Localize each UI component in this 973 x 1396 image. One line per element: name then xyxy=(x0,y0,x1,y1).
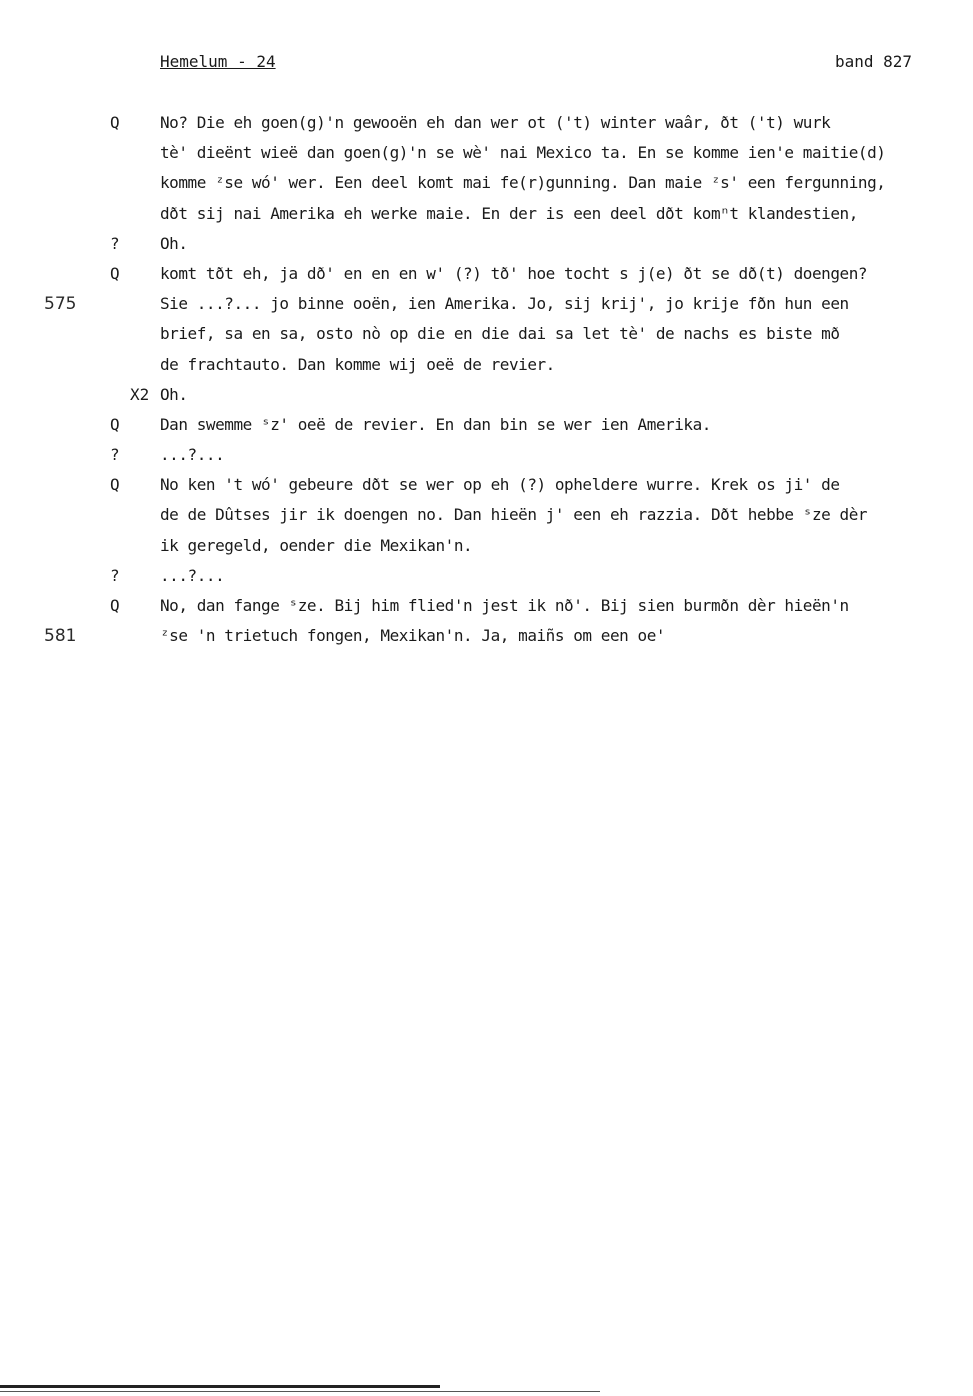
speaker-label: ? xyxy=(110,233,120,253)
line-text: No ken 't wó' gebeure dðt se wer op eh (?) opheldere wurre. Krek os ji' de xyxy=(160,475,840,495)
speaker-label: Q xyxy=(110,263,120,283)
speaker-label: Q xyxy=(110,113,120,132)
speaker-label: ? xyxy=(110,565,120,585)
transcript-line xyxy=(0,289,973,319)
transcript-line xyxy=(0,350,973,380)
transcript-line xyxy=(0,108,973,138)
line-text: Oh. xyxy=(160,233,188,253)
transcript-line xyxy=(0,531,973,561)
line-text: komme ᶻse wó' wer. Een deel komt mai fe(r)gunning. Dan maie ᶻs' een fergunning, xyxy=(160,173,886,193)
line-text: tè' dieënt wieë dan goen(g)'n se wè' nai Mexico ta. En se komme ien'e maitie(d) xyxy=(160,143,886,163)
line-text: dðt sij nai Amerika eh werke maie. En der is een deel dðt komⁿt klandestien, xyxy=(160,203,858,223)
line-text: Dan swemme ˢz' oeë de revier. En dan bin se wer ien Amerika. xyxy=(160,414,711,434)
line-text: No? Die eh goen(g)'n gewooën eh dan wer ot ('t) winter waâr, ðt ('t) wurk xyxy=(160,113,831,132)
line-number: 575 xyxy=(44,294,77,315)
page-header xyxy=(160,52,912,76)
transcript-line xyxy=(0,168,973,198)
speaker-label: ? xyxy=(110,445,120,465)
line-text: ᶻse 'n trietuch fongen, Mexikan'n. Ja, maiñs om een oe' xyxy=(160,626,666,646)
transcript-line xyxy=(0,199,973,229)
line-text: Sie ...?... jo binne ooën, ien Amerika. Jo, sij krij', jo krije fðn hun een xyxy=(160,294,849,314)
transcript-line xyxy=(0,410,973,440)
speaker-label: Q xyxy=(110,475,120,495)
line-text: ik geregeld, oender die Mexikan'n. xyxy=(160,535,473,555)
speaker-label: X2 xyxy=(130,384,150,404)
line-number: 581 xyxy=(44,626,77,647)
transcript-line xyxy=(0,229,973,259)
transcript-line xyxy=(0,440,973,470)
transcript-line xyxy=(0,470,973,500)
transcript-line xyxy=(0,259,973,289)
line-text: ...?... xyxy=(160,565,225,585)
transcript-line xyxy=(0,138,973,168)
speaker-label: Q xyxy=(110,596,120,615)
line-text: de frachtauto. Dan komme wij oeë de revier. xyxy=(160,354,555,374)
transcript-line xyxy=(0,380,973,410)
transcript-line xyxy=(0,591,973,621)
transcript xyxy=(0,108,973,651)
transcript-line xyxy=(0,500,973,530)
transcript-line xyxy=(0,561,973,591)
scan-edge-line xyxy=(0,1385,440,1388)
header-title: Hemelum - 24 xyxy=(160,52,276,71)
scan-edge-line-thin xyxy=(0,1391,600,1392)
transcript-line xyxy=(0,621,973,651)
line-text: No, dan fange ˢze. Bij him flied'n jest ik nð'. Bij sien burmðn dèr hieën'n xyxy=(160,596,849,615)
transcript-line xyxy=(0,319,973,349)
line-text: Oh. xyxy=(160,384,188,404)
header-band: band 827 xyxy=(834,52,912,71)
speaker-label: Q xyxy=(110,414,120,434)
line-text: de de Dûtses jir ik doengen no. Dan hieën j' een eh razzia. Dðt hebbe ˢze dèr xyxy=(160,505,868,525)
line-text: ...?... xyxy=(160,445,225,465)
line-text: brief, sa en sa, osto nò op die en die dai sa let tè' de nachs es biste mð xyxy=(160,324,840,344)
line-text: komt tðt eh, ja dð' en en en w' (?) tð' hoe tocht s j(e) ðt se dð(t) doengen? xyxy=(160,263,868,283)
